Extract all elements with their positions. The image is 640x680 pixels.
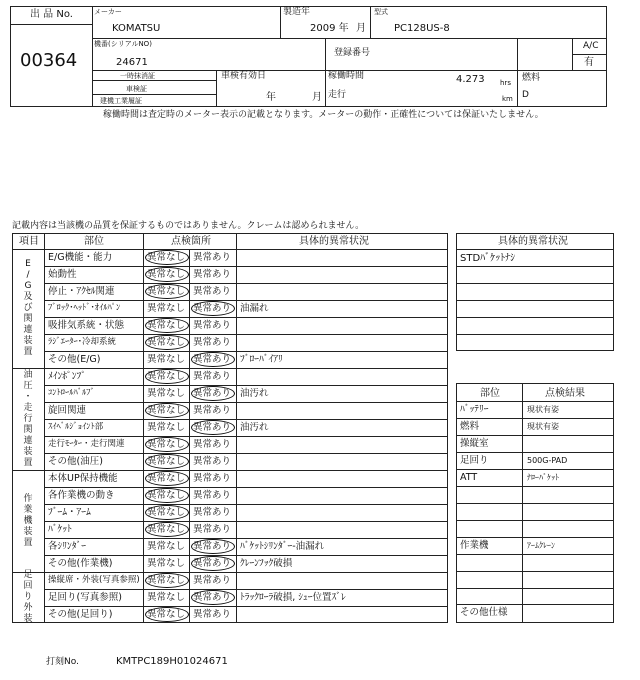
part-label: その他(足回り) [48, 609, 113, 620]
part-label: 操縦席・外装(写真参照) [48, 575, 140, 585]
ng-circle-mark [191, 301, 235, 316]
ac-value: 有 [584, 57, 594, 68]
ok-circle-mark [145, 250, 189, 265]
ng-option: 異常あり [193, 371, 232, 382]
result-value: ｱｰﾑｸﾚｰﾝ [527, 541, 555, 550]
year-value: 2009 年 [310, 23, 349, 34]
result-part: ATT [460, 472, 478, 483]
group-label-char: 装 [23, 336, 33, 346]
ok-circle-mark [145, 335, 189, 350]
ok-option: 異常なし [147, 507, 186, 518]
ng-option: 異常あり [193, 473, 232, 484]
group-label-char: 置 [23, 537, 33, 548]
group-label [22, 494, 34, 549]
detail-text: 油汚れ [240, 388, 269, 399]
part-label: ﾌﾞｰﾑ・ｱｰﾑ [48, 507, 91, 518]
right-col-result: 点検結果 [545, 388, 585, 399]
group-label-char: 外 [23, 603, 33, 613]
ng-option: 異常あり [193, 558, 232, 569]
group-label-char: 装 [23, 446, 33, 457]
result-part: 足回り [460, 455, 489, 466]
ng-option: 異常あり [193, 575, 232, 586]
ok-option: 異常なし [147, 337, 186, 348]
fuel-label: 燃料 [522, 73, 541, 83]
serial-value: 24671 [116, 57, 148, 68]
ng-option: 異常あり [193, 286, 232, 297]
ng-option: 異常あり [193, 609, 232, 620]
travel-label: 走行 [328, 90, 347, 100]
group-label [22, 259, 34, 358]
hours-label: 稼働時間 [328, 71, 365, 81]
result-part: その他仕様 [460, 607, 508, 618]
right-detail-header: 具体的異常状況 [498, 236, 568, 247]
group-label [22, 370, 34, 469]
right-col-part: 部位 [480, 388, 500, 399]
ng-circle-mark [191, 556, 235, 571]
part-label: 足回り(写真参照) [48, 592, 122, 603]
maker-value: KOMATSU [112, 23, 161, 34]
ok-option: 異常なし [147, 269, 186, 280]
group-label-char: 及 [23, 292, 33, 302]
result-part: 作業機 [460, 540, 489, 551]
group-label [22, 570, 34, 625]
ng-option: 異常あり [193, 337, 232, 348]
group-label-char: 回 [23, 581, 33, 591]
stamp-value: KMTPC189H01024671 [116, 656, 228, 667]
detail-text: ｸﾚｰﾝﾌｯｸ破損 [240, 558, 293, 569]
shuppin-number: 00364 [20, 50, 78, 71]
part-label: 走行ﾓｰﾀｰ・走行関連 [48, 439, 125, 449]
group-label-char: 油 [23, 369, 33, 380]
group-label-char: G [24, 281, 32, 291]
part-label: 始動性 [48, 269, 77, 280]
col-header-detail: 具体的異常状況 [299, 236, 369, 247]
shuppin-label: 出 品 No. [30, 9, 73, 20]
ng-option: 異常あり [193, 269, 232, 280]
part-label: ｺﾝﾄﾛｰﾙﾊﾞﾙﾌﾞ [48, 388, 95, 398]
group-label-char: び [23, 303, 33, 313]
part-label: ﾒｲﾝﾎﾟﾝﾌﾟ [48, 371, 87, 382]
ok-circle-mark [145, 573, 189, 588]
ok-circle-mark [145, 403, 189, 418]
ok-option: 異常なし [147, 541, 186, 552]
hours-unit: hrs [500, 79, 511, 87]
year-label: 製造年 [283, 7, 311, 17]
part-label: 各作業機の動き [48, 490, 115, 501]
group-label-char: 関 [23, 314, 33, 324]
part-label: 本体UP保持機能 [48, 473, 118, 484]
group-label-char: 行 [23, 413, 33, 424]
ok-option: 異常なし [147, 473, 186, 484]
group-label-char: 足 [23, 570, 33, 580]
ng-circle-mark [191, 352, 235, 367]
ok-option: 異常なし [147, 286, 186, 297]
ok-option: 異常なし [147, 524, 186, 535]
part-label: ｽｲﾍﾞﾙｼﾞｮｲﾝﾄ部 [48, 422, 104, 432]
part-label: 停止・ｱｸｾﾙ関連 [48, 286, 115, 297]
ok-option: 異常なし [147, 320, 186, 331]
group-label-char: 連 [23, 325, 33, 335]
group-label-char: 装 [23, 526, 33, 537]
inspection-month: 月 [312, 92, 322, 103]
result-value: 現状有姿 [527, 405, 559, 414]
part-label: 各ｼﾘﾝﾀﾞｰ [48, 541, 87, 552]
ng-option: 異常あり [193, 303, 232, 314]
vehicle-cert-label: 車検証 [126, 85, 147, 93]
ok-circle-mark [145, 318, 189, 333]
part-label: その他(作業機) [48, 558, 113, 569]
ok-circle-mark [145, 454, 189, 469]
ok-circle-mark [145, 505, 189, 520]
ok-option: 異常なし [147, 422, 186, 433]
inspection-label: 車検有効日 [221, 71, 267, 81]
detail-text: ﾌﾞﾛｰﾊﾞｲｱﾘ [240, 354, 283, 365]
ok-option: 異常なし [147, 456, 186, 467]
ng-option: 異常あり [193, 388, 232, 399]
ok-option: 異常なし [147, 575, 186, 586]
part-label: 旋回関連 [48, 405, 87, 416]
fuel-value: D [522, 90, 529, 100]
ng-option: 異常あり [193, 456, 232, 467]
group-label-char: 置 [23, 457, 33, 468]
disclaimer: 記載内容は当該機の品質を保証するものではありません。クレームは認められません。 [12, 221, 365, 231]
group-label-char: り [23, 592, 33, 602]
ng-circle-mark [191, 590, 235, 605]
result-value: ﾅﾛｰﾊﾞｹｯﾄ [527, 473, 559, 482]
group-label-char: 機 [23, 515, 33, 526]
ng-option: 異常あり [193, 252, 232, 263]
ng-option: 異常あり [193, 439, 232, 450]
maker-label: メーカー [94, 8, 122, 16]
col-header-part: 部位 [84, 236, 104, 247]
km-unit: km [502, 95, 513, 103]
ng-circle-mark [191, 420, 235, 435]
group-label-char: 作 [23, 493, 33, 504]
group-label-char: E [25, 259, 31, 269]
detail-text: ﾄﾗｯｸﾛｰﾗ破損, ｼｭｰ位置ｽﾞﾚ [240, 592, 346, 603]
result-part: 操縦室 [460, 438, 489, 449]
group-label-char: 連 [23, 435, 33, 446]
ok-circle-mark [145, 522, 189, 537]
temp-permit-label: 一時抹消証 [120, 72, 155, 80]
construction-cert-label: 建機工業履証 [100, 97, 142, 105]
result-part: 燃料 [460, 421, 480, 432]
stamp-label: 打刻No. [46, 657, 79, 667]
ok-option: 異常なし [147, 405, 186, 416]
ok-option: 異常なし [147, 558, 186, 569]
inspection-year: 年 [266, 92, 276, 103]
ng-option: 異常あり [193, 422, 232, 433]
ng-option: 異常あり [193, 507, 232, 518]
col-header-check: 点検箇所 [171, 236, 211, 247]
detail-text: 油漏れ [240, 303, 269, 314]
registration-label: 登録番号 [334, 48, 371, 58]
serial-label: 機番(シリアルNO) [94, 40, 152, 48]
part-label: E/G機能・能力 [48, 252, 113, 263]
part-label: 吸排気系統・状態 [48, 320, 125, 331]
part-label: ﾌﾞﾛｯｸ･ﾍｯﾄﾞ･ｵｲﾙﾊﾟﾝ [48, 303, 121, 313]
right-detail-first: STDﾊﾞｹｯﾄﾅｼ [460, 253, 516, 264]
ok-option: 異常なし [147, 592, 186, 603]
ng-option: 異常あり [193, 592, 232, 603]
detail-text: ﾊﾞｹｯﾄｼﾘﾝﾀﾞｰ-油漏れ [240, 541, 325, 552]
ok-circle-mark [145, 369, 189, 384]
result-part: ﾊﾞｯﾃﾘｰ [460, 404, 489, 415]
ok-circle-mark [145, 437, 189, 452]
ok-circle-mark [145, 267, 189, 282]
model-value: PC128US-8 [394, 23, 450, 34]
detail-text: 油汚れ [240, 422, 269, 433]
ok-option: 異常なし [147, 609, 186, 620]
ok-circle-mark [145, 471, 189, 486]
ac-label: A/C [583, 41, 599, 51]
ok-option: 異常なし [147, 252, 186, 263]
result-value: 現状有姿 [527, 422, 559, 431]
group-label-char: 関 [23, 424, 33, 435]
group-label-char: / [26, 270, 30, 280]
model-label: 型式 [374, 8, 388, 16]
hours-value: 4.273 [456, 74, 485, 85]
ng-circle-mark [191, 386, 235, 401]
ng-circle-mark [191, 539, 235, 554]
ok-option: 異常なし [147, 371, 186, 382]
col-header-item: 項目 [19, 236, 39, 247]
group-label-char: 置 [23, 347, 33, 357]
ok-circle-mark [145, 607, 189, 622]
ok-option: 異常なし [147, 439, 186, 450]
ng-option: 異常あり [193, 541, 232, 552]
ng-option: 異常あり [193, 405, 232, 416]
group-label-char: 走 [23, 402, 33, 413]
month-suffix: 月 [356, 23, 366, 34]
group-label-char: 圧 [23, 380, 33, 391]
ng-option: 異常あり [193, 320, 232, 331]
group-label-char: ・ [23, 391, 33, 402]
ok-option: 異常なし [147, 490, 186, 501]
ok-option: 異常なし [147, 388, 186, 399]
ok-circle-mark [145, 284, 189, 299]
part-label: ﾗｼﾞｴｰﾀｰ･冷却系統 [48, 337, 117, 347]
group-label-char: 装 [23, 614, 33, 624]
hours-note: 稼働時間は査定時のメーター表示の記載となります。メーターの動作・正確性については保証いたしません。 [103, 110, 544, 120]
ng-option: 異常あり [193, 490, 232, 501]
ng-option: 異常あり [193, 354, 232, 365]
part-label: その他(油圧) [48, 456, 103, 467]
part-label: ﾊﾞｹｯﾄ [48, 524, 72, 535]
ok-option: 異常なし [147, 354, 186, 365]
ok-circle-mark [145, 488, 189, 503]
part-label: その他(E/G) [48, 354, 101, 365]
result-value: 500G-PAD [527, 456, 568, 465]
ng-option: 異常あり [193, 524, 232, 535]
group-label-char: 業 [23, 504, 33, 515]
ok-option: 異常なし [147, 303, 186, 314]
